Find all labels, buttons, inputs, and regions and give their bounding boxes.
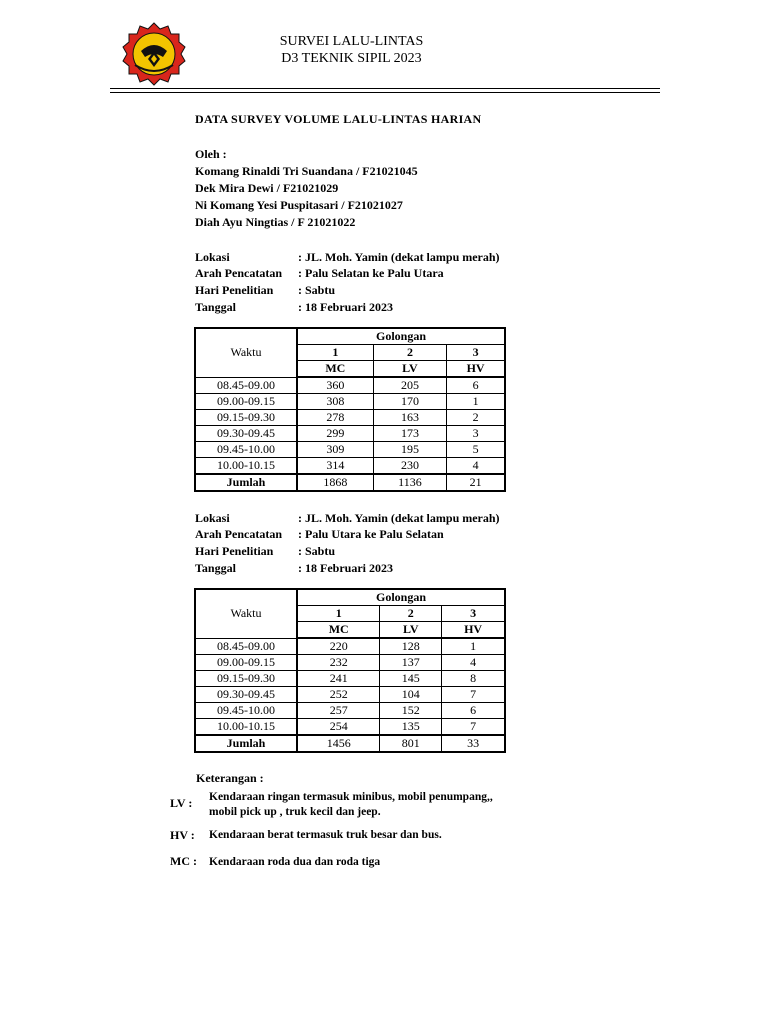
time-cell: 09.15-09.30 bbox=[195, 671, 297, 687]
lv-cell: 173 bbox=[373, 426, 446, 442]
table-row bbox=[195, 442, 505, 458]
university-emblem-icon bbox=[121, 21, 187, 87]
time-cell: 10.00-10.15 bbox=[195, 719, 297, 736]
author-line: Dek Mira Dewi / F21021029 bbox=[195, 181, 339, 195]
hv-cell: 1 bbox=[442, 638, 505, 655]
table-row bbox=[195, 655, 505, 671]
mc-cell: 314 bbox=[297, 458, 373, 475]
type-header: HV bbox=[447, 361, 505, 378]
legend-text-line: Kendaraan ringan termasuk minibus, mobil penumpang,, bbox=[209, 791, 493, 803]
info-label-hari: Hari Penelitian bbox=[195, 544, 274, 558]
hv-total: 33 bbox=[442, 735, 505, 752]
lv-cell: 137 bbox=[380, 655, 442, 671]
time-cell: 09.00-09.15 bbox=[195, 655, 297, 671]
header-line-1: SURVEI LALU-LINTAS bbox=[279, 34, 424, 49]
info-label-tanggal: Tanggal bbox=[195, 561, 236, 575]
info-value-arah: : Palu Utara ke Palu Selatan bbox=[298, 527, 444, 541]
info-label-lokasi: Lokasi bbox=[195, 511, 230, 525]
table-row bbox=[195, 394, 505, 410]
class-header: 3 bbox=[442, 606, 505, 622]
header-title bbox=[200, 33, 503, 67]
hv-cell: 4 bbox=[447, 458, 505, 475]
class-header: 1 bbox=[297, 606, 380, 622]
mc-cell: 299 bbox=[297, 426, 373, 442]
lv-cell: 104 bbox=[380, 687, 442, 703]
hv-total: 21 bbox=[447, 474, 505, 491]
table-body bbox=[195, 638, 505, 752]
lv-total: 1136 bbox=[373, 474, 446, 491]
total-row bbox=[195, 474, 505, 491]
info-label-arah: Arah Pencatatan bbox=[195, 266, 282, 280]
lv-cell: 145 bbox=[380, 671, 442, 687]
hv-cell: 8 bbox=[442, 671, 505, 687]
header-line-2: D3 TEKNIK SIPIL 2023 bbox=[281, 51, 422, 66]
header-divider bbox=[110, 88, 660, 89]
info-label-tanggal: Tanggal bbox=[195, 300, 236, 314]
mc-cell: 309 bbox=[297, 442, 373, 458]
mc-cell: 220 bbox=[297, 638, 380, 655]
legend-code-hv: HV : bbox=[170, 828, 195, 842]
mc-cell: 241 bbox=[297, 671, 380, 687]
type-header: MC bbox=[297, 361, 373, 378]
time-cell: 09.30-09.45 bbox=[195, 426, 297, 442]
mc-cell: 254 bbox=[297, 719, 380, 736]
info-label-lokasi: Lokasi bbox=[195, 250, 230, 264]
mc-cell: 278 bbox=[297, 410, 373, 426]
mc-cell: 360 bbox=[297, 377, 373, 394]
header-divider-thin bbox=[110, 92, 660, 93]
type-header: LV bbox=[380, 622, 442, 639]
lv-cell: 135 bbox=[380, 719, 442, 736]
info-label-arah: Arah Pencatatan bbox=[195, 527, 282, 541]
info-value-hari: : Sabtu bbox=[298, 283, 336, 297]
info-value-lokasi: : JL. Moh. Yamin (dekat lampu merah) bbox=[298, 511, 500, 525]
legend-text-lv bbox=[209, 790, 539, 820]
class-header: 3 bbox=[447, 345, 505, 361]
mc-total: 1868 bbox=[297, 474, 373, 491]
hv-cell: 4 bbox=[442, 655, 505, 671]
info-value-tanggal: : 18 Februari 2023 bbox=[298, 300, 393, 314]
total-row bbox=[195, 735, 505, 752]
hv-cell: 6 bbox=[447, 377, 505, 394]
legend-text-line: mobil pick up , truk kecil dan jeep. bbox=[209, 806, 381, 818]
class-header: 1 bbox=[297, 345, 373, 361]
table-row bbox=[195, 687, 505, 703]
info-value-tanggal: : 18 Februari 2023 bbox=[298, 561, 393, 575]
info-value-arah: : Palu Selatan ke Palu Utara bbox=[298, 266, 444, 280]
hv-cell: 1 bbox=[447, 394, 505, 410]
type-header: MC bbox=[297, 622, 380, 639]
table-row bbox=[195, 719, 505, 736]
class-header: 2 bbox=[380, 606, 442, 622]
table-row bbox=[195, 410, 505, 426]
legend-text-mc: Kendaraan roda dua dan roda tiga bbox=[209, 856, 381, 868]
golongan-header: Golongan bbox=[297, 328, 505, 345]
legend-code-lv: LV : bbox=[170, 796, 193, 810]
lv-cell: 152 bbox=[380, 703, 442, 719]
table-row bbox=[195, 426, 505, 442]
info-value-lokasi: : JL. Moh. Yamin (dekat lampu merah) bbox=[298, 250, 500, 264]
table-row bbox=[195, 458, 505, 475]
waktu-header: Waktu bbox=[195, 328, 297, 377]
time-cell: 08.45-09.00 bbox=[195, 377, 297, 394]
hv-cell: 6 bbox=[442, 703, 505, 719]
info-label-hari: Hari Penelitian bbox=[195, 283, 274, 297]
mc-cell: 308 bbox=[297, 394, 373, 410]
time-cell: 09.30-09.45 bbox=[195, 687, 297, 703]
survey-table-2 bbox=[194, 588, 506, 753]
info-value-hari: : Sabtu bbox=[298, 544, 336, 558]
lv-cell: 128 bbox=[380, 638, 442, 655]
by-label: Oleh : bbox=[195, 147, 227, 161]
table-body bbox=[195, 377, 505, 491]
table-row bbox=[195, 377, 505, 394]
mc-cell: 232 bbox=[297, 655, 380, 671]
legend-text-hv: Kendaraan berat termasuk truk besar dan bus. bbox=[209, 829, 442, 841]
lv-cell: 170 bbox=[373, 394, 446, 410]
author-line: Diah Ayu Ningtias / F 21021022 bbox=[195, 215, 356, 229]
table-row bbox=[195, 671, 505, 687]
hv-cell: 3 bbox=[447, 426, 505, 442]
type-header: LV bbox=[373, 361, 446, 378]
time-cell: 09.15-09.30 bbox=[195, 410, 297, 426]
survey-table-1 bbox=[194, 327, 506, 492]
legend-code-mc: MC : bbox=[170, 854, 197, 868]
hv-cell: 7 bbox=[442, 719, 505, 736]
lv-cell: 230 bbox=[373, 458, 446, 475]
lv-cell: 163 bbox=[373, 410, 446, 426]
time-cell: 08.45-09.00 bbox=[195, 638, 297, 655]
hv-cell: 2 bbox=[447, 410, 505, 426]
document-title: DATA SURVEY VOLUME LALU-LINTAS HARIAN bbox=[195, 112, 482, 126]
lv-cell: 195 bbox=[373, 442, 446, 458]
mc-total: 1456 bbox=[297, 735, 380, 752]
class-header: 2 bbox=[373, 345, 446, 361]
time-cell: 09.45-10.00 bbox=[195, 703, 297, 719]
total-label: Jumlah bbox=[195, 474, 297, 491]
author-line: Ni Komang Yesi Puspitasari / F21021027 bbox=[195, 198, 403, 212]
total-label: Jumlah bbox=[195, 735, 297, 752]
hv-cell: 5 bbox=[447, 442, 505, 458]
time-cell: 09.45-10.00 bbox=[195, 442, 297, 458]
mc-cell: 252 bbox=[297, 687, 380, 703]
table-row bbox=[195, 703, 505, 719]
waktu-header: Waktu bbox=[195, 589, 297, 638]
author-line: Komang Rinaldi Tri Suandana / F21021045 bbox=[195, 164, 418, 178]
golongan-header: Golongan bbox=[297, 589, 505, 606]
hv-cell: 7 bbox=[442, 687, 505, 703]
table-row bbox=[195, 638, 505, 655]
time-cell: 10.00-10.15 bbox=[195, 458, 297, 475]
lv-total: 801 bbox=[380, 735, 442, 752]
mc-cell: 257 bbox=[297, 703, 380, 719]
legend-title: Keterangan : bbox=[196, 771, 264, 785]
type-header: HV bbox=[442, 622, 505, 639]
lv-cell: 205 bbox=[373, 377, 446, 394]
time-cell: 09.00-09.15 bbox=[195, 394, 297, 410]
